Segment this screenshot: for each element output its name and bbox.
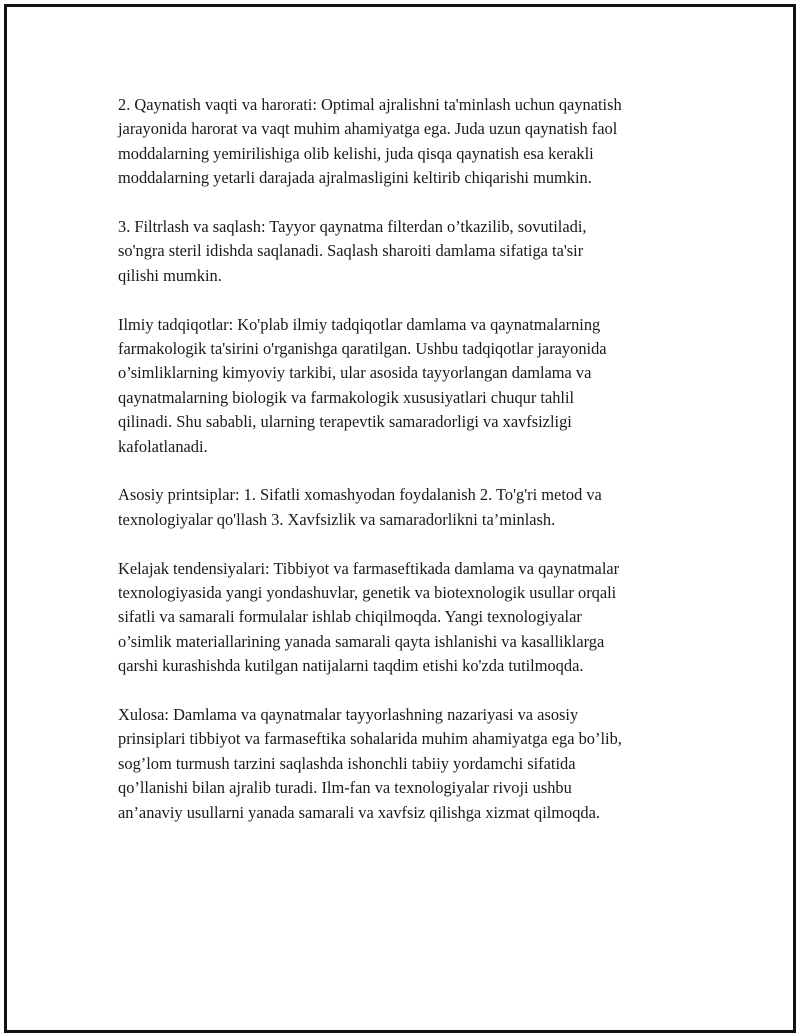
text-line: Ilmiy tadqiqotlar: Ko'plab ilmiy tadqiqotlar damlama va qaynatmalarning — [118, 314, 601, 334]
text-line: kafolatlanadi. — [118, 436, 208, 456]
paragraph-filtering-storage — [118, 215, 698, 288]
paragraph-boiling-time — [118, 93, 698, 191]
paragraph-scientific-research — [118, 313, 698, 459]
paragraph-main-principles — [118, 483, 698, 532]
text-line: Asosiy printsiplar: 1. Sifatli xomashyodan foydalanish 2. To'g'ri metod va — [118, 485, 602, 505]
text-line: sog’lom turmush tarzini saqlashda ishonchli tabiiy yordamchi sifatida — [118, 753, 576, 773]
text-line: texnologiyalar qo'llash 3. Xavfsizlik va samaradorlikni ta’minlash. — [118, 509, 556, 529]
text-line: Xulosa: Damlama va qaynatmalar tayyorlashning nazariyasi va asosiy — [118, 705, 579, 725]
text-line: qo’llanishi bilan ajralib turadi. Ilm-fan va texnologiyalar rivoji ushbu — [118, 778, 572, 798]
text-line: 3. Filtrlash va saqlash: Tayyor qaynatma filterdan o’tkazilib, sovutiladi, — [118, 217, 587, 237]
text-line: texnologiyasida yangi yondashuvlar, genetik va biotexnologik usullar orqali — [118, 583, 617, 603]
text-line: o’simlik materiallarining yanada samarali qayta ishlanishi va kasalliklarga — [118, 631, 605, 651]
text-line: o’simliklarning kimyoviy tarkibi, ular asosida tayyorlangan damlama va — [118, 363, 592, 383]
paragraph-future-trends — [118, 557, 698, 679]
text-line: Kelajak tendensiyalari: Tibbiyot va farmaseftikada damlama va qaynatmalar — [118, 558, 620, 578]
text-line: sifatli va samarali formulalar ishlab chiqilmoqda. Yangi texnologiyalar — [118, 607, 582, 627]
text-line: 2. Qaynatish vaqti va harorati: Optimal ajralishni ta'minlash uchun qaynatish — [118, 95, 622, 114]
text-line: an’anaviy usullarni yanada samarali va xavfsiz qilishga xizmat qilmoqda. — [118, 802, 601, 822]
text-line: prinsiplari tibbiyot va farmaseftika sohalarida muhim ahamiyatga ega bo’lib, — [118, 729, 622, 749]
text-line: moddalarning yemirilishiga olib kelishi, juda qisqa qaynatish esa kerakli — [118, 143, 594, 163]
document-body — [118, 93, 698, 850]
paragraph-conclusion — [118, 703, 698, 825]
text-line: qaynatmalarning biologik va farmakologik xususiyatlari chuqur tahlil — [118, 387, 575, 407]
text-line: jarayonida harorat va vaqt muhim ahamiyatga ega. Juda uzun qaynatish faol — [118, 119, 618, 139]
text-line: qarshi kurashishda kutilgan natijalarni taqdim etishi ko'zda tutilmoqda. — [118, 656, 584, 676]
text-line: so'ngra steril idishda saqlanadi. Saqlash sharoiti damlama sifatiga ta'sir — [118, 241, 584, 261]
text-line: qilishi mumkin. — [118, 265, 222, 285]
text-line: farmakologik ta'sirini o'rganishga qaratilgan. Ushbu tadqiqotlar jarayonida — [118, 339, 607, 359]
text-line: qilinadi. Shu sababli, ularning terapevtik samaradorligi va xavfsizligi — [118, 412, 572, 432]
text-line: moddalarning yetarli darajada ajralmasligini keltirib chiqarishi mumkin. — [118, 168, 592, 188]
